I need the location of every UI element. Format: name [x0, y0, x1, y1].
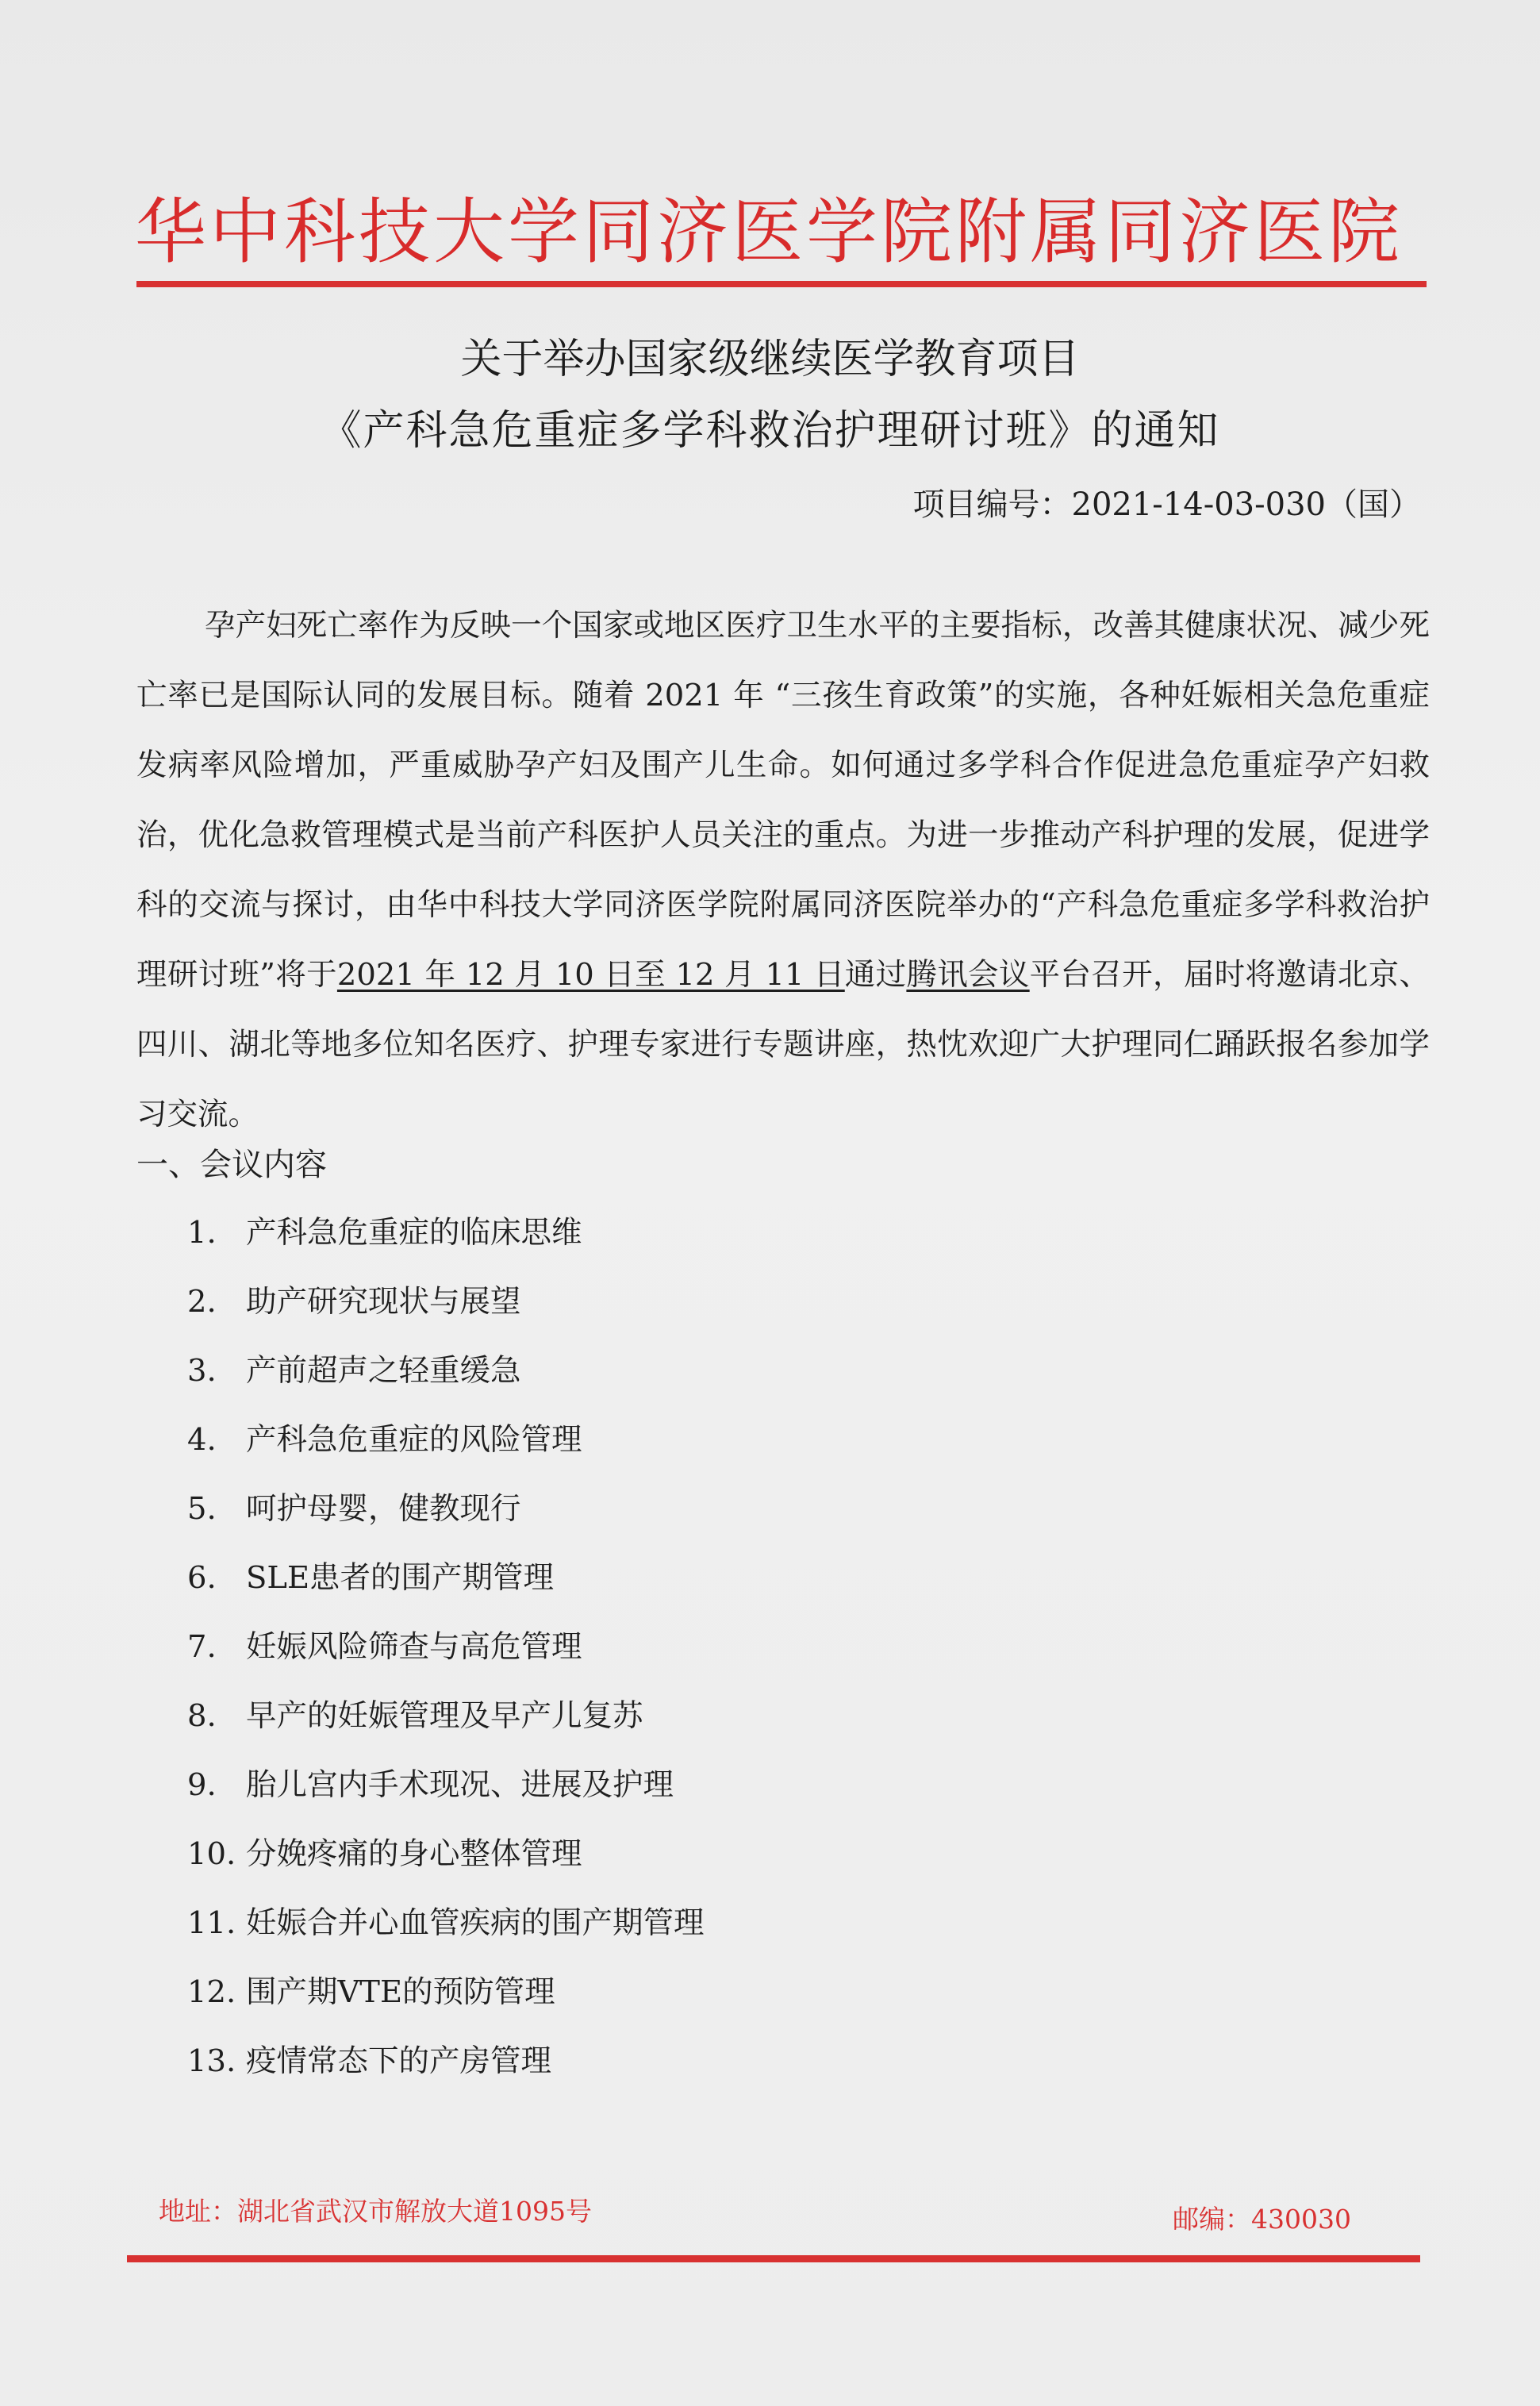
list-item-number: 1.	[187, 1215, 217, 1251]
list-item	[187, 1900, 705, 1969]
list-item-text: 疫情常态下的产房管理	[246, 2043, 552, 2079]
letterhead-top-rule	[136, 281, 1427, 287]
list-item-number: 5.	[187, 1491, 217, 1527]
list-item-number: 2.	[187, 1284, 217, 1320]
notice-title-line2: 《产科急危重症多学科救治护理研讨班》的通知	[320, 407, 1220, 455]
list-item	[187, 1209, 705, 1278]
list-item-number: 12.	[187, 1974, 236, 2010]
list-item-text: 妊娠风险筛查与高危管理	[246, 1629, 582, 1665]
list-item	[187, 1831, 705, 1900]
list-item-number: 3.	[187, 1353, 217, 1389]
list-item-text: 产科急危重症的临床思维	[246, 1215, 582, 1251]
list-item-text: 分娩疼痛的身心整体管理	[246, 1836, 582, 1872]
list-item-text: 早产的妊娠管理及早产儿复苏	[246, 1698, 643, 1734]
list-item	[187, 1555, 705, 1624]
list-item	[187, 1278, 705, 1347]
list-item	[187, 1693, 705, 1762]
footer-postcode: 邮编：430030	[1173, 2204, 1351, 2235]
section-heading-meeting-content: 一、会议内容	[136, 1147, 327, 1183]
body-text-part1: 孕产妇死亡率作为反映一个国家或地区医疗卫生水平的主要指标，改善其健康状况、减少死亡率已是国际认同的发展目标。随着 2021 年 “三孩生育政策”的实施，各种妊娠相关急危重症发病率风险增加，严重威胁孕产妇及围产儿生命。如何通过多学科合作促进急危重症孕产妇救治，优化急救管理模式是当前产科医护人员关注的重点。为进一步推动产科护理的发展，促进学科的交流与探讨，由华中科技大学同济医学院附属同济医院举办的“产科急危重症多学科救治护理研讨班”将于	[136, 607, 1430, 993]
list-item-number: 7.	[187, 1629, 217, 1665]
list-item-number: 10.	[187, 1836, 236, 1872]
meeting-platform: 腾讯会议	[906, 956, 1030, 993]
list-item-text: 围产期VTE的预防管理	[246, 1974, 555, 2010]
list-item-text: 产科急危重症的风险管理	[246, 1422, 582, 1458]
notice-title-line1: 关于举办国家级继续医学教育项目	[460, 336, 1080, 383]
list-item	[187, 1969, 705, 2038]
list-item	[187, 1624, 705, 1693]
list-item-text: SLE患者的围产期管理	[246, 1560, 555, 1596]
meeting-content-list	[187, 1209, 705, 2107]
organization-name: 华中科技大学同济医学院附属同济医院	[135, 190, 1403, 274]
body-text-part2: 通过	[844, 956, 907, 993]
list-item-number: 8.	[187, 1698, 217, 1734]
list-item-text: 产前超声之轻重缓急	[246, 1353, 521, 1389]
list-item-text: 呵护母婴，健教现行	[246, 1491, 521, 1527]
list-item-number: 6.	[187, 1560, 217, 1596]
letterhead-bottom-rule	[127, 2255, 1420, 2262]
footer-address: 地址：湖北省武汉市解放大道1095号	[159, 2196, 592, 2227]
list-item	[187, 1416, 705, 1485]
list-item-text: 妊娠合并心血管疾病的围产期管理	[246, 1905, 705, 1941]
list-item-text: 助产研究现状与展望	[246, 1284, 521, 1320]
list-item-number: 4.	[187, 1422, 217, 1458]
list-item-number: 13.	[187, 2043, 236, 2079]
list-item-text: 胎儿宫内手术现况、进展及护理	[246, 1767, 674, 1803]
list-item-number: 11.	[187, 1905, 236, 1941]
list-item	[187, 1762, 705, 1831]
body-text-part3: 平台召开，届时将邀请北京、四川、湖北等地多位知名医疗、护理专家进行专题讲座，热忱欢迎广大护理同仁踊跃报名参加学习交流。	[136, 956, 1430, 1132]
list-item	[187, 2038, 705, 2107]
list-item-number: 9.	[187, 1767, 217, 1803]
project-number: 项目编号：2021-14-03-030（国）	[912, 486, 1421, 523]
list-item	[187, 1347, 705, 1416]
body-paragraph	[136, 591, 1430, 1150]
event-date-range: 2021 年 12 月 10 日至 12 月 11 日	[336, 956, 845, 993]
list-item	[187, 1485, 705, 1555]
